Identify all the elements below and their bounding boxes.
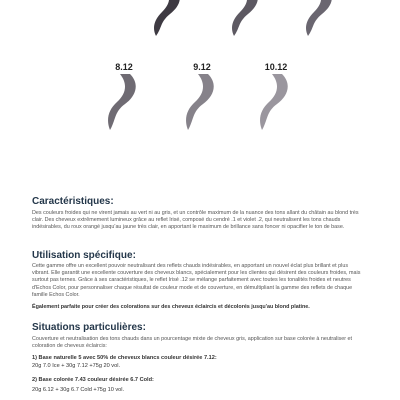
hair-strand-icon [182, 74, 222, 130]
swatch-top-1 [150, 0, 190, 44]
section-title-characteristics: Caractéristiques: [32, 196, 114, 207]
characteristics-text: Des couleurs froides qui ne virent jamais au vert ni au gris, et un contrôle maximum de la nuance des tons allant du châtain au blond très clair. Des cheveux extrêmement lumineux grâce au reflet Irisé, composé du cendré .1 et violet .2, qui neutralisent les tons chauds indésirables, du roux orangé jusqu'au jaune très clair, en apportant le maximum de brillance sans foncer ni opacifier le ton de base. [32, 210, 359, 231]
swatch-10-12 [256, 62, 296, 130]
swatch-top-3 [302, 0, 342, 44]
swatch-label: 9.12 [193, 62, 211, 72]
situation-item-2-recipe: 20g 6.12 + 30g 6.7 Cold +75g 10 vol. [32, 387, 125, 393]
hair-strand-icon [302, 0, 342, 36]
usage-text: Cette gamme offre un excellent pouvoir neutralisant des reflets chauds indésirables, en apportant un nouvel éclat plus brillant et plus vibrant. Elle garantit une excellente couverture des cheveux blancs, spécialement pour les clientes qui désirent des couleurs froides, mais surtout pas ternes. Grâce à ses caractéristiques, le reflet Irisé .12 se mélange parfaitement avec toutes les tonalités froides et neutres d'Echos Color, pour personnaliser chaque résultat de couleur mode et de couverture, en démultipliant la gamme des reflets de chaque famille Echos Color. [32, 263, 361, 298]
situation-item-1-heading: 1) Base naturelle 5 avec 50% de cheveux blancs couleur désirée 7.12: [32, 355, 217, 361]
hair-strand-shape [154, 0, 180, 36]
swatch-label: 8.12 [115, 62, 133, 72]
situation-item-2-heading: 2) Base colorée 7.43 couleur désirée 6.7 Cold: [32, 377, 154, 383]
situations-text: Couverture et neutralisation des tons chauds dans un pourcentage mixte de cheveux gris, application sur base colorée à neutraliser et coloration de cheveux éclaircis: [32, 336, 353, 350]
hair-strand-shape [260, 74, 288, 130]
swatch-label: 10.12 [264, 62, 288, 72]
hair-strand-icon [228, 0, 268, 36]
situation-item-1-recipe: 20g 7.0 Ice + 30g 7.12 +75g 20 vol. [32, 363, 121, 369]
swatch-8-12 [104, 62, 144, 130]
hair-strand-shape [186, 74, 214, 130]
hair-strand-icon [256, 74, 296, 130]
usage-highlight: Également parfaite pour créer des colorations sur des cheveux éclaircis et décolorés jusqu'au blond platine. [32, 304, 310, 310]
hair-strand-shape [232, 0, 258, 36]
swatch-top-2 [228, 0, 268, 44]
swatch-9-12 [182, 62, 222, 130]
hair-strand-icon [104, 74, 144, 130]
page [20, 0, 380, 400]
hair-strand-icon [150, 0, 190, 36]
swatch-row-top [20, 0, 380, 48]
section-title-situations: Situations particulières: [32, 322, 146, 333]
hair-strand-shape [108, 74, 136, 130]
section-title-usage: Utilisation spécifique: [32, 250, 136, 261]
hair-strand-shape [306, 0, 332, 36]
swatch-row-middle [20, 62, 380, 134]
